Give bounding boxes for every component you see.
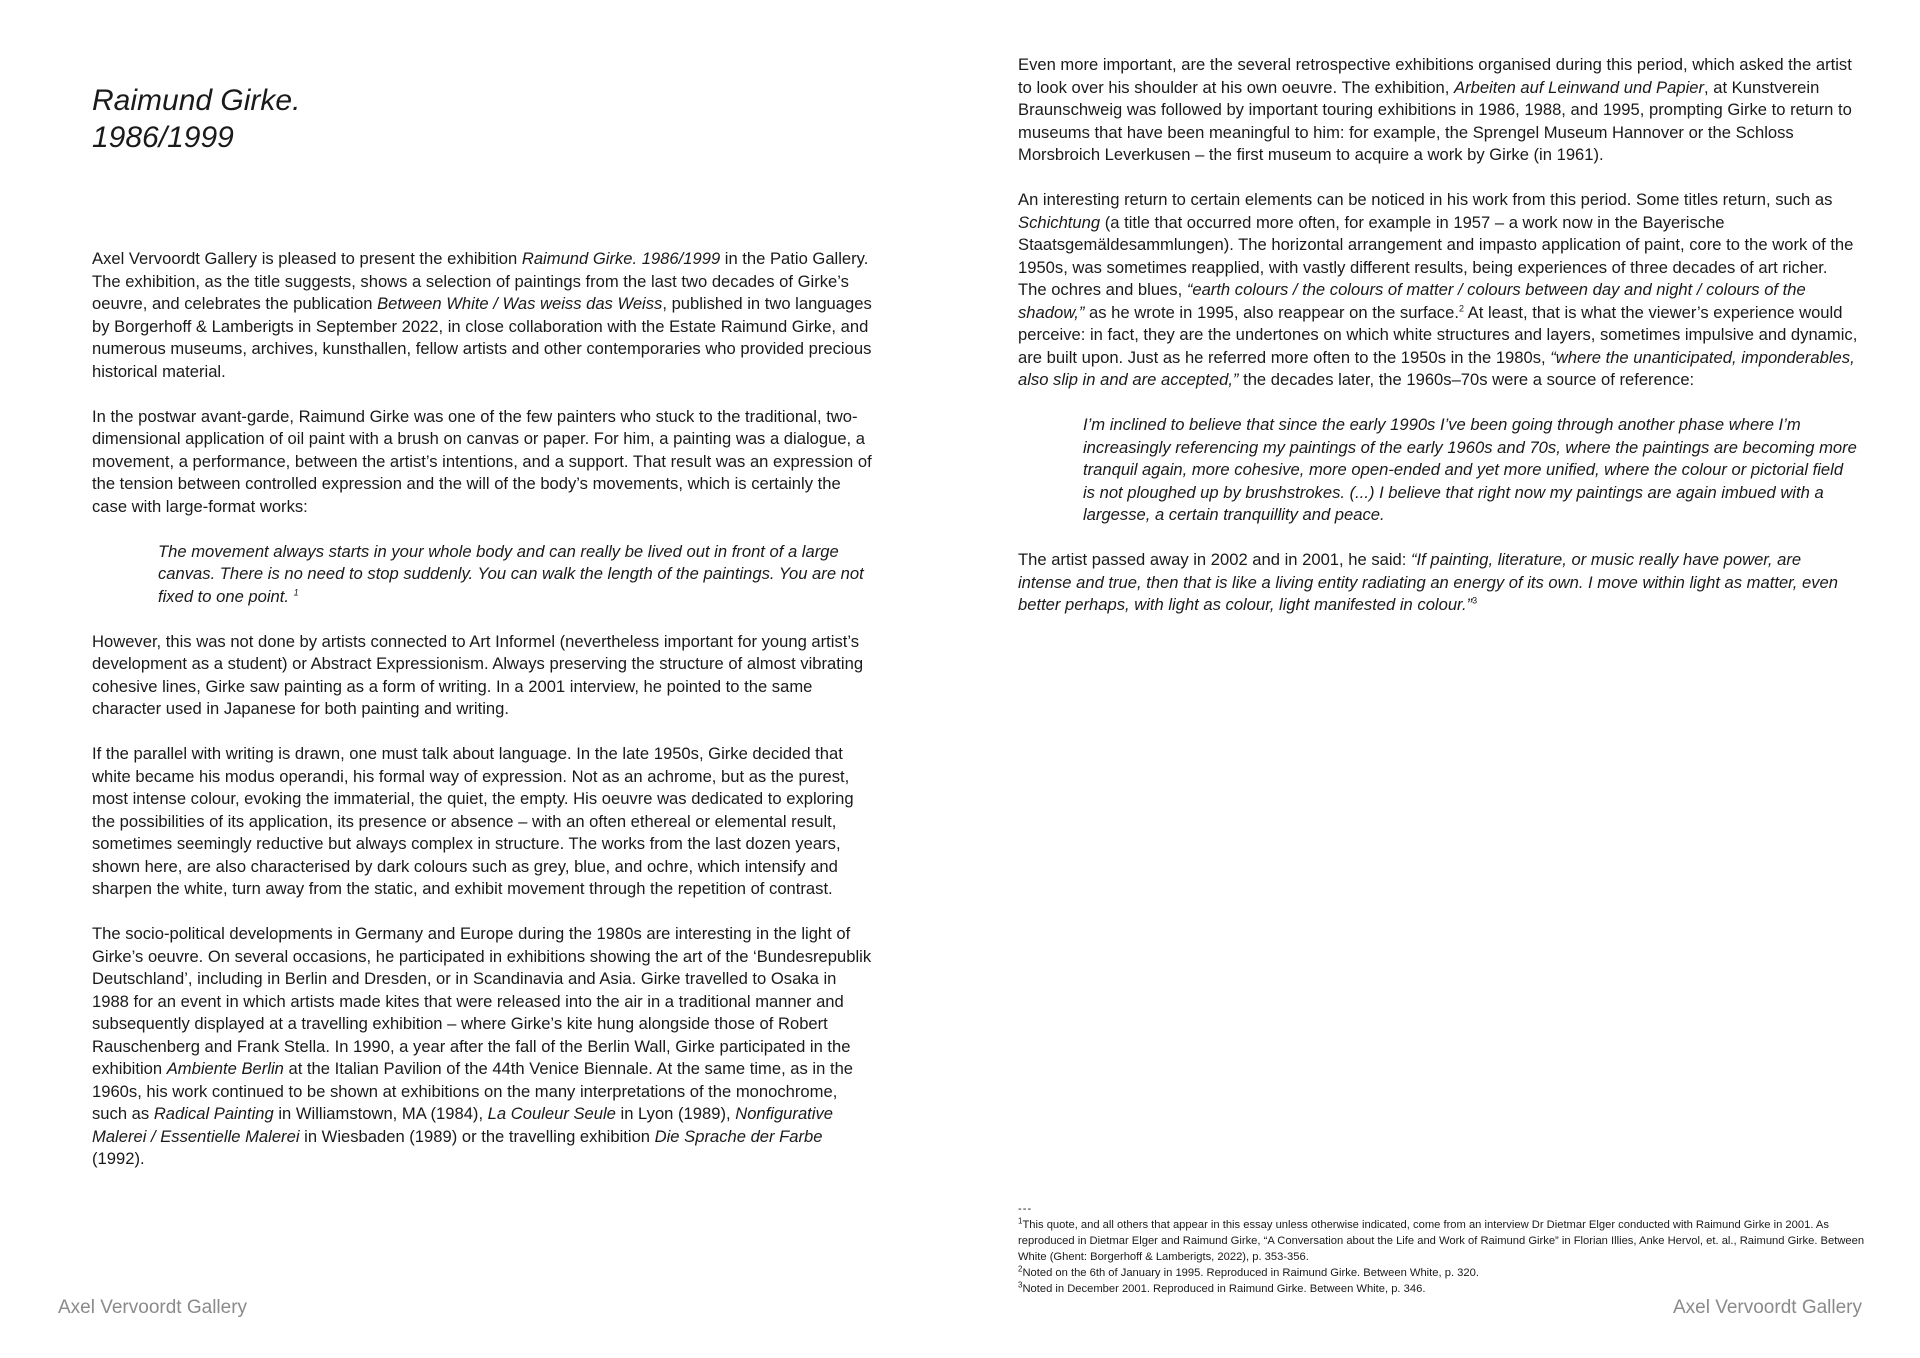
footnote-text: Noted in December 2001. Reproduced in Raimund Girke. Between White, p. 346. [1022, 1283, 1426, 1295]
paragraph-postwar: In the postwar avant-garde, Raimund Girke was one of the few painters who stuck to the traditional, two-dimensional application of oil paint with a brush on canvas or paper. For him, a painting was a dialogue, a movement, a performance, between the artist’s intentions, and a support. That result was an expression of the tension between controlled expression and the will of the body’s movements, which is certainly the case with large-format works: [92, 406, 872, 516]
left-column [92, 248, 872, 1193]
footnote-item [1018, 1281, 1868, 1297]
paragraph-retrospectives [1018, 54, 1858, 167]
quote-movement-text: The movement always starts in your whole body and can really be lived out in front of a large canvas. There is no need to stop suddenly. You can walk the length of the paintings. You are not fixed to one point. [158, 541, 864, 606]
italic-text: La Couleur Seule [487, 1104, 616, 1123]
footer-gallery-name-right: Axel Vervoordt Gallery [1672, 1297, 1862, 1318]
footnote-number: 1 [1018, 1216, 1023, 1226]
italic-text: Nonfigurative Malerei / Essentielle Malerei [92, 1104, 833, 1146]
text-run: in Wiesbaden (1989) or the travelling exhibition [299, 1126, 655, 1146]
text-run: At least, that is what the viewer’s experience would perceive: in fact, they are the undertones on which white structures and layers, sometimes impulsive and dynamic, are built upon. Just as he referred more often to the 1950s in the 1980s, [1018, 302, 1858, 367]
italic-text: Arbeiten auf Leinwand und Papier [1454, 77, 1705, 97]
footnote-ref: 3 [1472, 595, 1478, 606]
text-run: Even more important, are the several retrospective exhibitions organised during this period, which asked the artist to look over his shoulder at his own oeuvre. The exhibition, [1018, 55, 1852, 97]
paragraph-socio-political [92, 923, 872, 1171]
italic-text: Schichtung [1018, 212, 1101, 232]
paragraph-white: If the parallel with writing is drawn, one must talk about language. In the late 1950s, Girke decided that white became his modus operandi, his formal way of expression. Not as an achrome, but as the purest, most intense colour, evoking the immaterial, the quiet, the empty. His oeuvre was dedicated to exploring the possibilities of its application, its presence or absence – with an often ethereal or elemental result, sometimes seemingly reductive but always complex in structure. The works from the last dozen years, shown here, are also characterised by dark colours such as grey, blue, and ochre, which intensify and sharpen the white, turn away from the static, and exhibit movement through the repetition of contrast. [92, 744, 854, 898]
footnote-text: This quote, and all others that appear in this essay unless otherwise indicated, come from an interview Dr Dietmar Elger conducted with Raimund Girke in 2001. As reproduced in Dietmar Elger and Raimund Girke, “A Conversation about the Life and Work of Raimund Girke” in Florian Illies, Anke Hervol, et. al., Raimund Girke. Between White (Ghent: Borgerhoff & Lamberigts, 2022), p. 353-356. [1018, 1219, 1865, 1263]
text-run: (1992). [92, 1149, 145, 1168]
text-run: Axel Vervoordt Gallery is pleased to present the exhibition [92, 249, 522, 268]
paragraph-intro [92, 248, 872, 383]
italic-text: Die Sprache der Farbe [654, 1126, 823, 1146]
title-line-1: Raimund Girke. [92, 84, 301, 117]
text-run: The socio-political developments in Germany and Europe during the 1980s are interesting in the light of Girke’s oeuvre. On several occasions, he participated in exhibitions showing the art of the ‘Bundesrepublik Deutschland’, including in Berlin and Dresden, or in Scandinavia and Asia. Girke travelled to Osaka in 1988 for an event in which artists made kites that were released into the air in a traditional manner and subsequently displayed at a travelling exhibition – where Girke’s kite hung alongside those of Robert Rauschenberg and Frank Stella. In 1990, a year after the fall of the Berlin Wall, Girke participated in the exhibition [92, 924, 872, 1078]
text-run: in Lyon (1989), [615, 1104, 736, 1123]
footnote-item [1018, 1217, 1868, 1265]
italic-text: Radical Painting [153, 1104, 274, 1123]
italic-text: “If painting, literature, or music really have power, are intense and true, then that is like a living entity radiating an energy of its own. I move within light as matter, even better perhaps, with light as colour, light manifested in colour.” [1018, 550, 1838, 614]
text-run: , at Kunstverein Braunschweig was followed by important touring exhibitions in 1986, 1988, and 1995, prompting Girke to return to museums that have been meaningful to him: for example, the Sprengel Museum Hannover or the Schloss Morsbroich Leverkusen – the first museum to acquire a work by Girke (in 1961). [1018, 77, 1852, 164]
italic-text: Raimund Girke. 1986/1999 [521, 249, 721, 268]
text-run: , published in two languages by Borgerhoff & Lamberigts in September 2022, in close collaboration with the Estate Raimund Girke, and numerous museums, archives, kunsthallen, fellow artists and other contemporaries who provided precious historical material. [92, 294, 872, 381]
footnote-number: 2 [1018, 1264, 1023, 1274]
text-run: An interesting return to certain elements can be noticed in his work from this period. Some titles return, such as [1018, 190, 1833, 209]
italic-text: Between White / Was weiss das Weiss [377, 294, 663, 313]
text-run: at the Italian Pavilion of the 44th Venice Biennale. At the same time, as in the 1960s, his work continued to be shown at exhibitions on the many interpretations of the monochrome, such as [92, 1059, 854, 1123]
quote-tranquil: I’m inclined to believe that since the early 1990s I’ve been going through another phase where I’m increasingly referencing my paintings of the early 1960s and 70s, where the paintings are becoming more tranquil again, more cohesive, more open-ended and yet more unified, where the colour or pictorial field is not ploughed up by brushstrokes. (...) I believe that right now my paintings are again imbued with a largesse, a certain tranquillity and peace. [1083, 415, 1857, 524]
text-run: in the Patio Gallery. The exhibition, as the title suggests, shows a selection of paintings from the last two decades of Girke’s oeuvre, and celebrates the publication [92, 249, 869, 313]
italic-text: Ambiente Berlin [166, 1059, 284, 1078]
footnote-separator: --- [1018, 1203, 1033, 1215]
right-column [1018, 54, 1858, 639]
footnote-item [1018, 1265, 1868, 1281]
footnote-ref: 2 [1458, 302, 1464, 313]
footnote-ref: 1 [293, 586, 299, 597]
title-line-2: 1986/1999 [92, 121, 234, 154]
text-run: (a title that occurred more often, for example in 1957 – a work now in the Bayerische Staatsgemäldesammlungen). The horizontal arrangement and impasto application of paint, core to the work of the 1950s, was sometimes reapplied, with vastly different results, being experiences of three decades of art richer. The ochres and blues, [1018, 212, 1854, 299]
paragraph-return [1018, 189, 1858, 392]
page-title [92, 82, 300, 156]
text-run: as he wrote in 1995, also reappear on the surface. [1084, 302, 1459, 322]
paragraph-art-informel: However, this was not done by artists connected to Art Informel (nevertheless important for young artist’s development as a student) or Abstract Expressionism. Always preserving the structure of almost vibrating cohesive lines, Girke saw painting as a form of writing. In a 2001 interview, he pointed to the same character used in Japanese for both painting and writing. [92, 631, 864, 718]
text-run: in Williamstown, MA (1984), [273, 1104, 488, 1123]
footnotes [1018, 1201, 1868, 1297]
paragraph-passed-away [1018, 549, 1858, 617]
text-run: The artist passed away in 2002 and in 2001, he said: [1018, 550, 1411, 569]
footer-gallery-name-left: Axel Vervoordt Gallery [58, 1297, 248, 1318]
text-run: the decades later, the 1960s–70s were a source of reference: [1238, 370, 1695, 389]
quote-movement [92, 541, 872, 609]
footnote-number: 3 [1018, 1280, 1023, 1290]
footnote-text: Noted on the 6th of January in 1995. Reproduced in Raimund Girke. Between White, p. 320. [1022, 1267, 1479, 1279]
italic-text: “where the unanticipated, imponderables, also slip in and are accepted,” [1018, 347, 1855, 389]
italic-text: “earth colours / the colours of matter / colours between day and night / colours of the shadow,” [1018, 280, 1806, 322]
